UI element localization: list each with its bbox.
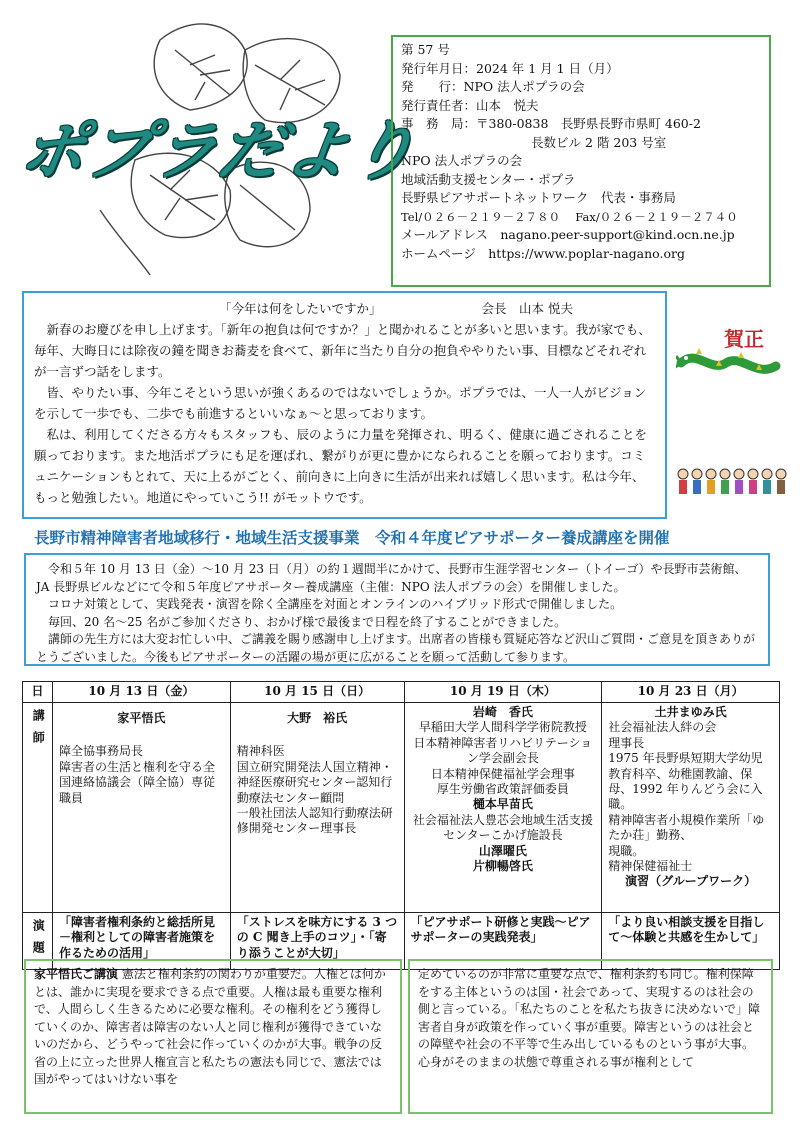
org-center: 地域活動支援センター・ポプラ: [401, 171, 576, 187]
lecture-note-left: [24, 959, 402, 1114]
topic-cell: 「ピアサポート研修と実践～ピアサポーターの実践発表」: [404, 913, 602, 970]
org-network: 長野県ピアサポートネットワーク 代表・事務局: [401, 190, 676, 205]
issue-office-building: 長数ビル 2 階 203 号室: [531, 134, 667, 150]
report-paragraph: 毎回、20 名～25 名がご参加くださり、おかげ様で最後まで日程を終了することができました。: [48, 614, 567, 629]
lecturer-profile: 精神科医 国立研究開発法人国立精神・神経医療研究センター認知行動療法センター顧問 一般社団法人認知行動療法研修開発センター理事長: [236, 744, 393, 836]
issue-responsible: 発行責任者：山本 悦夫: [401, 97, 539, 113]
date-header: 10 月 15 日（日）: [230, 682, 404, 703]
newsletter-title: ポプラだより: [14, 115, 424, 189]
training-report: [24, 553, 770, 666]
tel-fax: Tel/０２６－２１９－２７８０ Fax/０２６－２１９－２７４０: [401, 209, 738, 224]
lecturer-cell: [52, 703, 230, 913]
report-paragraph: 講師の先生方には大変お忙しい中、ご講義を賜り感謝申し上げます。出席者の皆様も質疑応答など沢山ご質問・ご意見を頂きありがとうございました。今後もピアサポーターの活躍の場が更に広がることを願って活動して参ります。: [36, 632, 756, 664]
greeting-heading: 「今年は何をしたいですか」: [219, 301, 382, 316]
gashou-stamp: 賀正: [724, 327, 764, 351]
issue-publisher: 発 行：NPO 法人ポプラの会: [401, 79, 585, 94]
lecture-note-text: 定めているのが非常に重要な点で、権利条約も同じ。権利保障をする主体というのは国・社会であって、実現するのは社会の側と言っている。「私たちのことを私たち抜きに決めないで」障害者自身が政策を作っていく事が重要。障害というのは社会との障壁や社会の不平等で生み出しているものという事が大事。心身がそのままの状態で尊重される事が権利として: [418, 967, 761, 1069]
lecturer-name: 樋本早苗氏: [472, 797, 533, 812]
day-header: 日: [23, 682, 53, 703]
issue-info-box: [391, 35, 771, 287]
org-name: NPO 法人ポプラの会: [401, 153, 523, 168]
lecture-note-lead: 家平悟氏ご講演: [34, 967, 119, 981]
greeting-heading-row: [34, 298, 655, 319]
topic-cell: 「ストレスを味方にする 3 つの C 聞き上手のコツ」・「寄り添うことが大切」: [230, 913, 404, 970]
topic-cell: 「障害者権利条約と総括所見－権利としての障害者施策を作るための活用」: [52, 913, 230, 970]
topic-cell: 「より良い相談支援を目指して～体験と共感を生かして」: [602, 913, 780, 970]
greeting-author: 会長 山本 悦夫: [481, 301, 573, 316]
issue-number: 第 57 号: [401, 42, 450, 57]
lecturer-row-label: 講師: [23, 703, 53, 913]
date-header: 10 月 23 日（月）: [602, 682, 780, 703]
issue-date: 発行年月日：2024 年 1 月 1 日（月）: [401, 60, 619, 76]
date-header: 10 月 13 日（金）: [52, 682, 230, 703]
lecturer-profile: 社会福祉法人豊芯会地域生活支援センターこかげ施設長: [412, 812, 593, 843]
greeting-paragraph: 新春のお慶びを申し上げます。「新年の抱負は何ですか？」と聞かれることが多いと思います。我が家でも、毎年、大晦日には除夜の鐘を聞きお蕎麦を食べて、新年に当たり自分の抱負ややりたい事、目標などそれぞれが一言ずつ話をします。: [34, 322, 651, 379]
lecturer-profile: 社会福祉法人絆の会 理事長 1975 年長野県短期大学幼児教育科卒、幼稚園教諭、保母、1992 年りんどう会に入職。 精神障害者小規模作業所「ゆたか荘」勤務、 現職。 精神保健福祉士: [608, 720, 765, 874]
lecturer-cell: [404, 703, 602, 913]
homepage-url[interactable]: ホームページ https://www.poplar-nagano.org: [401, 245, 685, 261]
lecturer-profile: 障全協事務局長 障害者の生活と権利を守る全国連絡協議会（障全協）専従職員: [58, 744, 215, 805]
greeting-paragraph: 私は、利用してくださる方々もスタッフも、辰のように力量を発揮され、明るく、健康に過ごされることを願っております。また地活ポプラにも足を運ばれ、繋がりが更に豊かになられることを願っております。コミュニケーションもとれて、天に上るがごとく、前向きに上向きに生活が出来れば嬉しく思います。私は今年、もっと勉強したい。地道にやっていこう!! がモットウです。: [34, 427, 648, 505]
lecturer-name: 大野 裕氏: [287, 711, 348, 725]
dragon-new-year-illustration: [676, 318, 786, 398]
lecturer-row: [23, 703, 780, 913]
lecturer-name: 片柳暢啓氏: [472, 859, 533, 874]
email-address[interactable]: メールアドレス nagano.peer-support@kind.ocn.ne.jp: [401, 227, 735, 242]
lecture-format: 演習（グループワーク）: [625, 874, 757, 889]
topic-row-label: 演題: [23, 913, 53, 970]
lecture-note-text: 憲法と権利条約の関わりが重要だ。人権とは何かとは、誰かに実現を要求できる点で重要。人権は最も重要な権利で、人間らしく生きるために必要な権利。その権利をどう獲得していくのか、障害者は障害のない人と同じ権利が獲得できていないのだから、どうやって社会に作っていくのかが大事。戦争の反省の上に立った世界人権宣言と私たちの憲法も同じで、憲法では国がやってはいけない事を: [34, 967, 386, 1086]
people-illustration: [676, 466, 791, 498]
lecturer-name: 土井まゆみ氏: [654, 705, 727, 719]
lecturer-name: 家平悟氏: [117, 711, 166, 725]
report-paragraph: コロナ対策として、実践発表・演習を除く全講座を対面とオンラインのハイブリッド形式で開催しました。: [48, 597, 623, 612]
lecturer-cell: [602, 703, 780, 913]
lecture-note-right: [408, 959, 773, 1114]
date-header: 10 月 19 日（木）: [404, 682, 602, 703]
section-title: 長野市精神障害者地域移行・地域生活支援事業 令和４年度ピアサポーター養成講座を開催: [34, 529, 670, 547]
lecturer-profile: 早稲田大学人間科学学術院教授 日本精神障害者リハビリテーション学会副会長 日本精神保健福祉学会理事 厚生労働省政策評価委員: [413, 720, 593, 797]
issue-office: 事 務 局：〒380-0838 長野県長野市県町 460-2: [401, 116, 701, 131]
lecturer-name: 岩崎 香氏: [472, 705, 533, 719]
lecturer-name: 山澤曜氏: [478, 843, 527, 858]
president-greeting: [22, 291, 667, 519]
greeting-paragraph: 皆、やりたい事、今年こそという思いが強くあるのではないでしょうか。ポプラでは、一人一人がビジョンを示して一歩でも、二歩でも前進するといいなぁ～と思っております。: [34, 385, 647, 421]
lecturer-cell: [230, 703, 404, 913]
schedule-table: [22, 681, 780, 970]
report-paragraph: 令和５年 10 月 13 日（金）～10 月 23 日（月）の約１週間半にかけて、長野市生涯学習センター（トイーゴ）や長野市芸術館、JA 長野県ビルなどにて令和５年度ピアサポーター養成講座（主催：NPO 法人ポプラの会）を開催しました。: [36, 562, 747, 594]
table-header-row: [23, 682, 780, 703]
